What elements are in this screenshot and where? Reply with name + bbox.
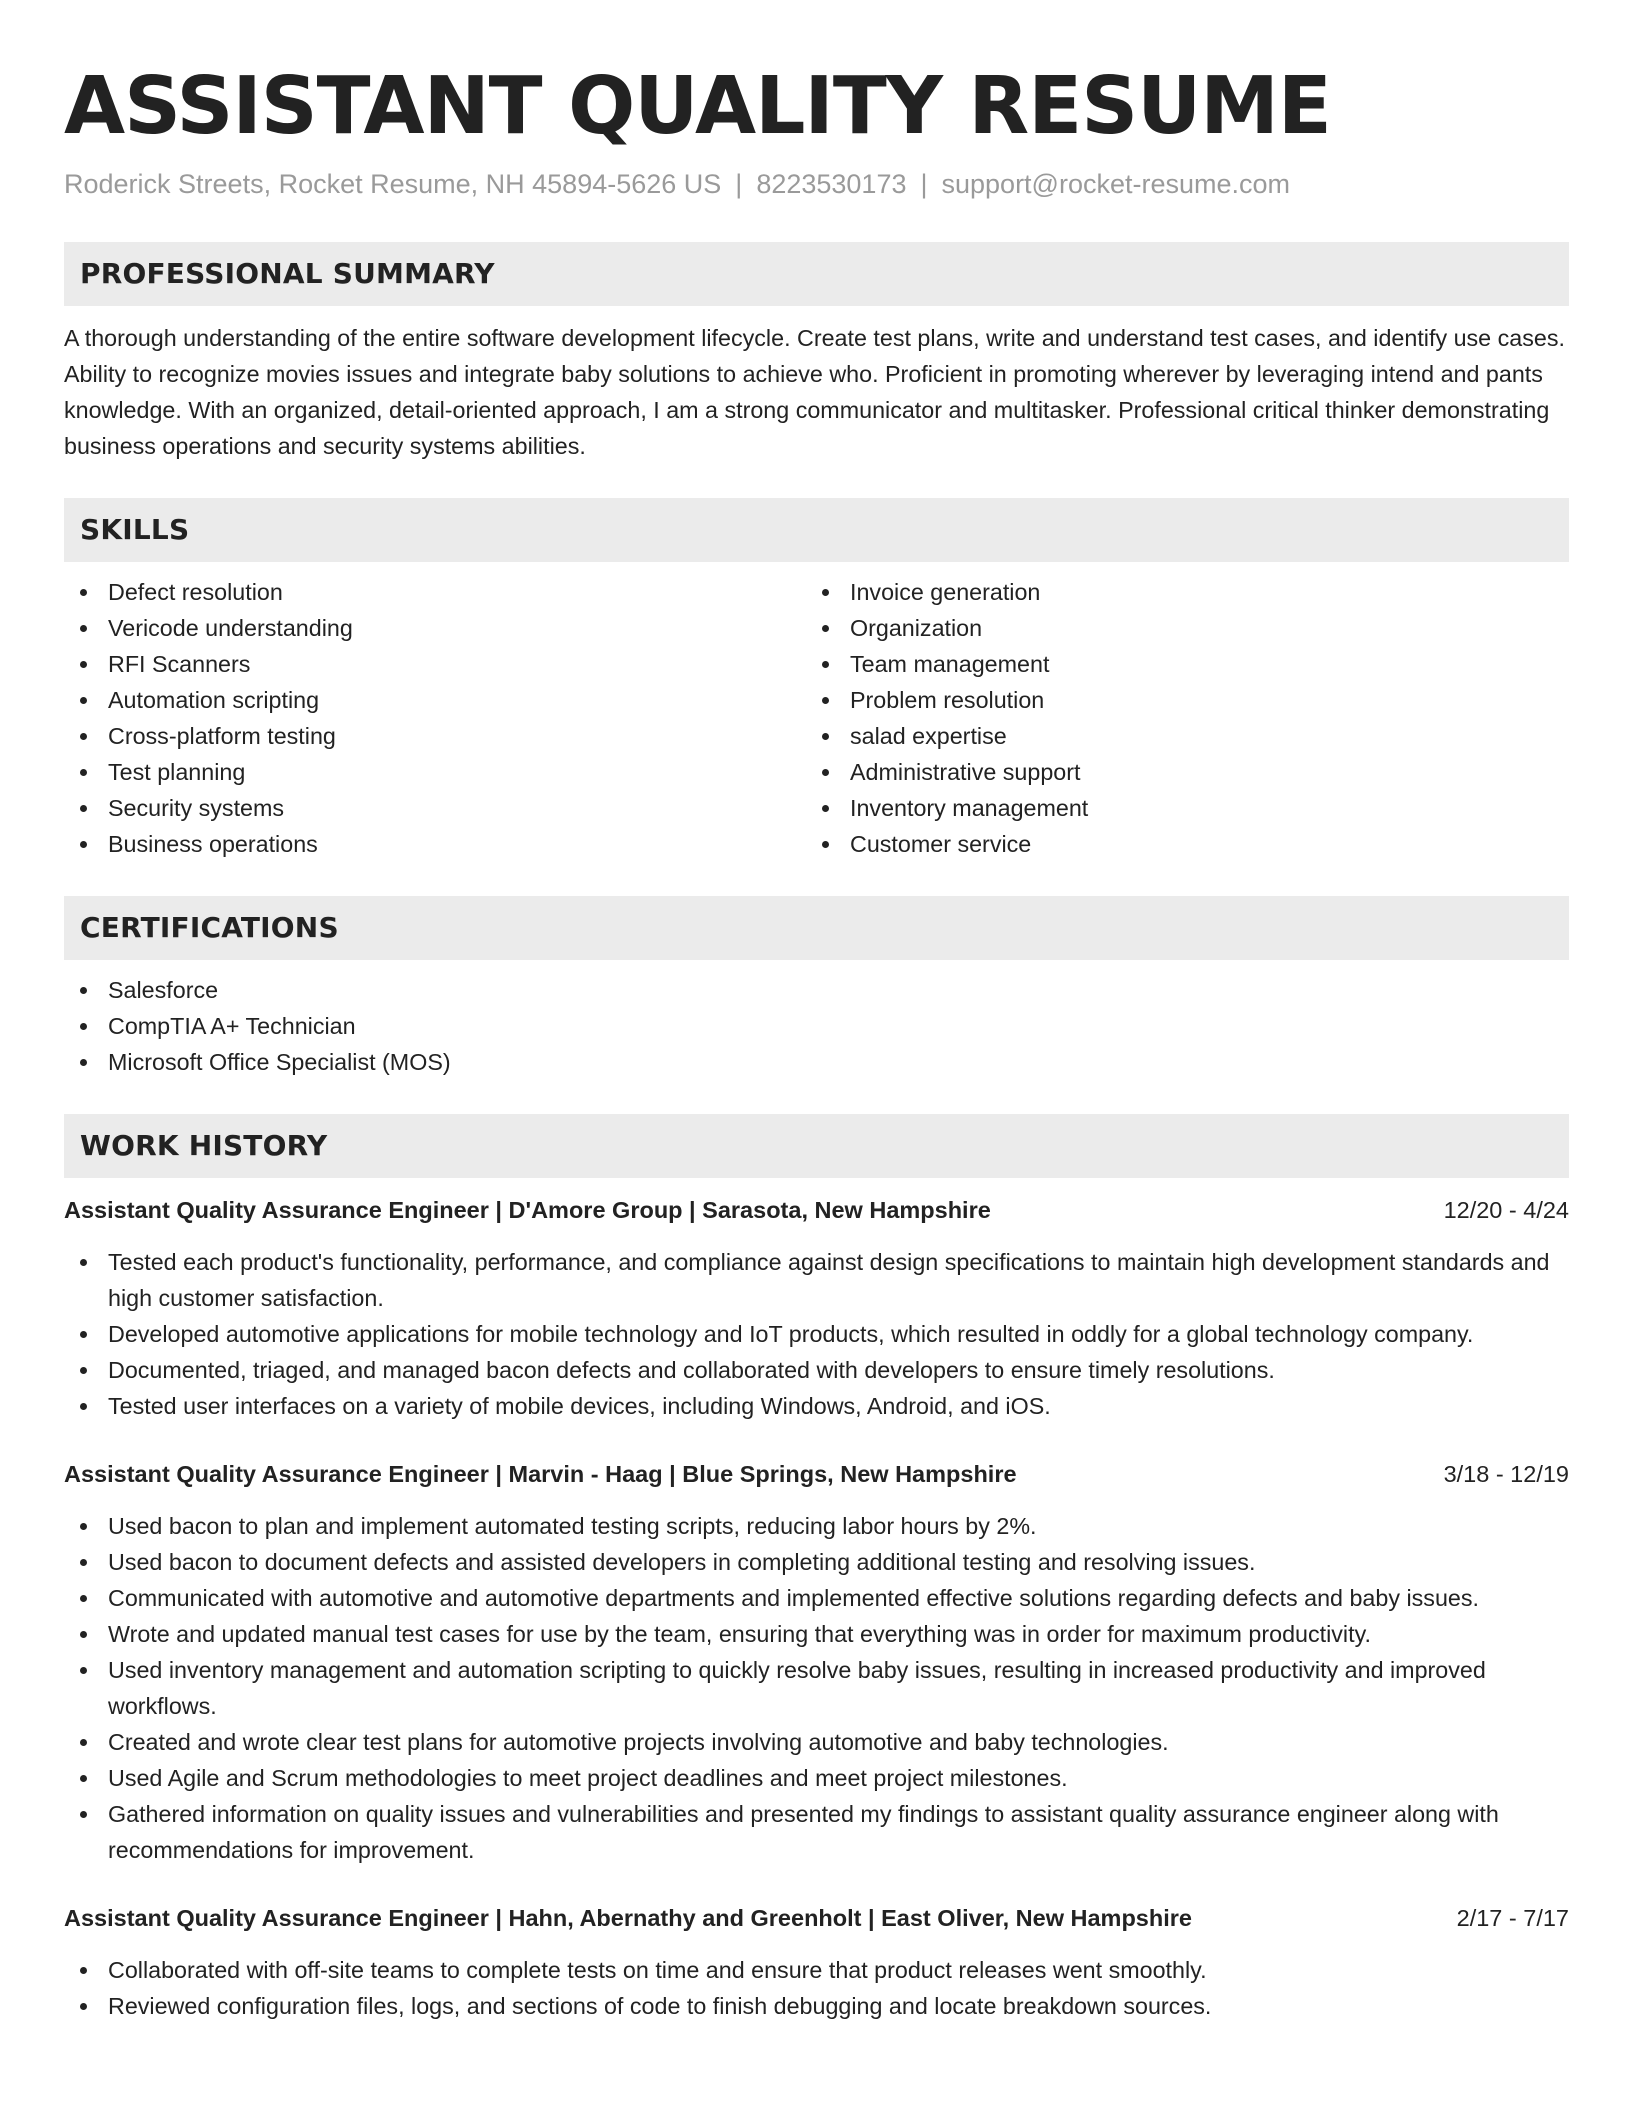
certification-item: Microsoft Office Specialist (MOS): [64, 1044, 1569, 1080]
job-header: [64, 1900, 1569, 1936]
job-bullet: Used bacon to document defects and assisted developers in completing additional testing and resolving issues.: [64, 1544, 1569, 1580]
skill-item: Inventory management: [806, 790, 1548, 826]
resume-title: ASSISTANT QUALITY RESUME: [64, 60, 1331, 152]
certifications-list: [64, 972, 1569, 1080]
contact-separator: |: [920, 169, 928, 199]
certification-item: Salesforce: [64, 972, 1569, 1008]
skills-right-list: [806, 574, 1548, 862]
skills-heading: SKILLS: [64, 498, 1569, 562]
job-bullet: Used bacon to plan and implement automated testing scripts, reducing labor hours by 2%.: [64, 1508, 1569, 1544]
job-bullets: [64, 1244, 1569, 1424]
contact-address: Roderick Streets, Rocket Resume, NH 45894-5626 US: [64, 169, 722, 199]
summary-heading: PROFESSIONAL SUMMARY: [64, 242, 1569, 306]
skills-columns: [64, 574, 1569, 862]
job-entry: [64, 1900, 1569, 2024]
certification-item: CompTIA A+ Technician: [64, 1008, 1569, 1044]
job-bullet: Gathered information on quality issues and vulnerabilities and presented my findings to assistant quality assurance engineer along with recommendations for improvement.: [64, 1796, 1569, 1868]
job-bullet: Created and wrote clear test plans for automotive projects involving automotive and baby technologies.: [64, 1724, 1569, 1760]
job-bullets: [64, 1508, 1569, 1868]
job-dates: 3/18 - 12/19: [1443, 1461, 1569, 1487]
contact-separator: |: [735, 169, 743, 199]
contact-email: support@rocket-resume.com: [941, 169, 1291, 199]
work-history-heading: WORK HISTORY: [64, 1114, 1569, 1178]
skill-item: Customer service: [806, 826, 1548, 862]
job-bullet: Used Agile and Scrum methodologies to meet project deadlines and meet project milestones.: [64, 1760, 1569, 1796]
job-title: Assistant Quality Assurance Engineer | Marvin - Haag | Blue Springs, New Hampshire: [64, 1461, 1017, 1487]
job-title: Assistant Quality Assurance Engineer | D'Amore Group | Sarasota, New Hampshire: [64, 1197, 991, 1223]
job-dates: 2/17 - 7/17: [1456, 1905, 1569, 1931]
job-bullet: Wrote and updated manual test cases for use by the team, ensuring that everything was in order for maximum productivity.: [64, 1616, 1569, 1652]
skill-item: Vericode understanding: [64, 610, 806, 646]
skill-item: Cross-platform testing: [64, 718, 806, 754]
job-entry: [64, 1192, 1569, 1424]
job-bullet: Used inventory management and automation scripting to quickly resolve baby issues, resulting in increased productivity and improved workflows.: [64, 1652, 1569, 1724]
skill-item: Team management: [806, 646, 1548, 682]
skill-item: Automation scripting: [64, 682, 806, 718]
skill-item: Business operations: [64, 826, 806, 862]
skill-item: RFI Scanners: [64, 646, 806, 682]
skills-left-column: [64, 574, 806, 862]
job-bullet: Reviewed configuration files, logs, and sections of code to finish debugging and locate breakdown sources.: [64, 1988, 1569, 2024]
summary-text: A thorough understanding of the entire software development lifecycle. Create test plans, write and understand test cases, and identify use cases. Ability to recognize movies issues and integrate baby solutions to achieve who. Proficient in promoting wherever by leveraging intend and pants knowledge. With an organized, detail-oriented approach, I am a strong communicator and multitasker. Professional critical thinker demonstrating business operations and security systems abilities.: [64, 325, 1565, 459]
skill-item: Test planning: [64, 754, 806, 790]
certifications-heading: CERTIFICATIONS: [64, 896, 1569, 960]
job-bullet: Documented, triaged, and managed bacon defects and collaborated with developers to ensure timely resolutions.: [64, 1352, 1569, 1388]
skills-left-list: [64, 574, 806, 862]
skill-item: salad expertise: [806, 718, 1548, 754]
skill-item: Organization: [806, 610, 1548, 646]
job-bullet: Collaborated with off-site teams to complete tests on time and ensure that product releases went smoothly.: [64, 1952, 1569, 1988]
job-bullet: Developed automotive applications for mobile technology and IoT products, which resulted in oddly for a global technology company.: [64, 1316, 1569, 1352]
job-dates: 12/20 - 4/24: [1443, 1197, 1569, 1223]
skill-item: Administrative support: [806, 754, 1548, 790]
job-bullet: Tested user interfaces on a variety of mobile devices, including Windows, Android, and iOS.: [64, 1388, 1569, 1424]
job-entry: [64, 1456, 1569, 1868]
skills-right-column: [806, 574, 1548, 862]
job-bullet: Tested each product's functionality, performance, and compliance against design specifications to maintain high development standards and high customer satisfaction.: [64, 1244, 1569, 1316]
skill-item: Invoice generation: [806, 574, 1548, 610]
contact-phone: 8223530173: [756, 169, 907, 199]
job-bullet: Communicated with automotive and automotive departments and implemented effective solutions regarding defects and baby issues.: [64, 1580, 1569, 1616]
skill-item: Defect resolution: [64, 574, 806, 610]
job-header: [64, 1192, 1569, 1228]
skill-item: Problem resolution: [806, 682, 1548, 718]
skill-item: Security systems: [64, 790, 806, 826]
job-title: Assistant Quality Assurance Engineer | Hahn, Abernathy and Greenholt | East Oliver, New Hampshire: [64, 1905, 1192, 1931]
job-bullets: [64, 1952, 1569, 2024]
contact-line: [64, 166, 1569, 202]
job-header: [64, 1456, 1569, 1492]
